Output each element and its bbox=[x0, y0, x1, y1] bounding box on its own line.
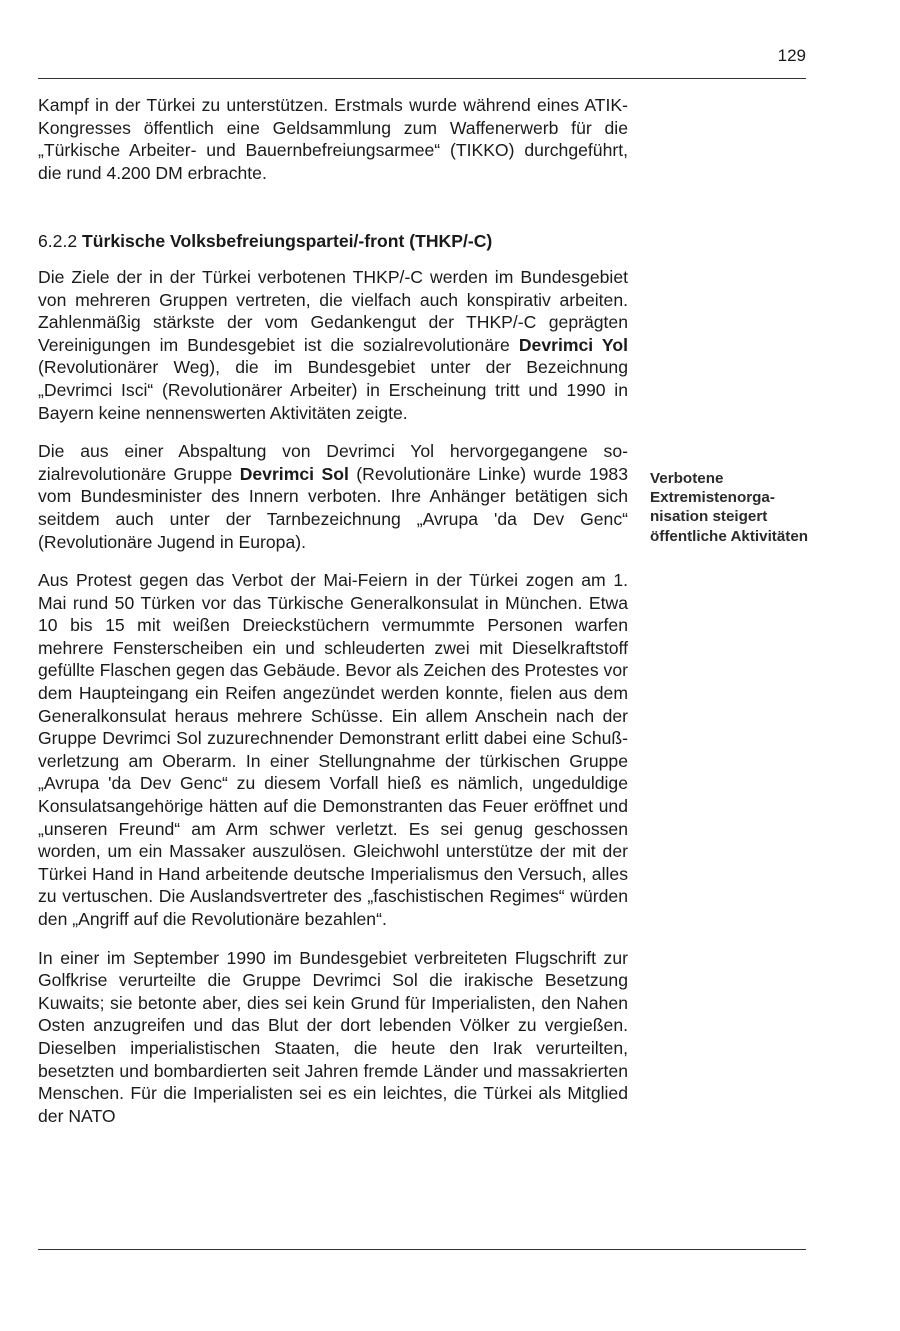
org-name-devrimci-yol: Devrimci Yol bbox=[518, 334, 628, 355]
paragraph-thkp-c bbox=[38, 266, 628, 424]
header-rule bbox=[38, 78, 806, 79]
footer-rule bbox=[38, 1249, 806, 1250]
section-number: 6.2.2 bbox=[38, 231, 78, 252]
section-heading bbox=[38, 230, 628, 253]
margin-note: Verbotene Extremistenorganisation steigert öffentliche Aktivitäten bbox=[650, 470, 809, 545]
main-text-column bbox=[38, 94, 628, 1127]
paragraph-devrimci-sol bbox=[38, 440, 628, 553]
paragraph-protest: Aus Protest gegen das Verbot der Mai-Feiern in der Türkei zogen am 1. Mai rund 50 Türken vor das Türkische Generalkonsulat in München. Etwa 10 bis 15 mit weißen Dreieckstüchern vermummte Personen warfen mehrere Fensterscheiben ein und schleuderten zwei mit Dieselkraftstoff gefüllte Flaschen gegen das Gebäude. Bevor als Zeichen des Protestes vor dem Haupteingang ein Reifen angezündet werden konnte, fielen aus dem Generalkonsulat heraus mehrere Schüsse. Ein allem Anschein nach der Gruppe Devrimci Sol zuzurechnender Demonstrant erlitt dabei eine Schußverletzung am Oberarm. In einer Stellungnahme der türkischen Gruppe „Avrupa 'da Dev Genc“ zu diesem Vorfall hieß es nämlich, ungeduldige Konsulatsangehörige hätten auf die Demonstranten das Feuer eröffnet und „unseren Freund“ am Arm schwer verletzt. Es sei genug geschossen worden, um ein Massaker auszulösen. Gleichwohl unterstütze der mit der Türkei Hand in Hand arbeitende deutsche Imperialismus den Versuch, alles zu vertuschen. Die Auslandsvertreter des „faschistischen Regimes“ würden den „Angriff auf die Revolutionäre bezahlen“. bbox=[38, 570, 628, 929]
paragraph-text: Die aus einer Abspaltung von Devrimci Yol hervorgegangene sozialrevolutionäre Gruppe bbox=[38, 441, 628, 484]
paragraph-text: (Revolutionärer Weg), die im Bundesgebiet unter der Bezeichnung „Devrimci Isci“ (Revolutionärer Arbeiter) in Erscheinung tritt und 1990 in Bayern keine nennenswerten Aktivitäten zeigte. bbox=[38, 357, 628, 423]
paragraph-tikko: Kampf in der Türkei zu unterstützen. Erstmals wurde während eines ATIK-Kongresses öffentlich eine Geldsammlung zum Waffenerwerb für die „Türkische Arbeiter- und Bauernbefreiungsarmee“ (TIKKO) durchgeführt, die rund 4.200 DM erbrachte. bbox=[38, 95, 628, 183]
section-title: Türkische Volksbefreiungspartei/-front (THKP/-C) bbox=[82, 231, 493, 252]
page-number: 129 bbox=[777, 46, 806, 65]
org-name-devrimci-sol: Devrimci Sol bbox=[239, 463, 349, 484]
paragraph-text: (Revolutionäre Linke) wurde 1983 vom Bundesminister des Innern verboten. Ihre Anhänger betätigen sich seitdem auch unter der Tarnbezeichnung „Avrupa 'da Dev Genc“ (Revolutionäre Jugend in Europa). bbox=[38, 463, 628, 552]
paragraph-text: Die Ziele der in der Türkei verbotenen THKP/-C werden im Bundesgebiet von mehreren Gruppen vertreten, die vielfach auch konspirativ arbeiten. Zahlenmäßig stärkste der vom Gedankengut der THKP/-C geprägten Vereinigungen im Bundesgebiet ist die sozialrevolutionäre bbox=[38, 266, 628, 355]
paragraph-golfkrise: In einer im September 1990 im Bundesgebiet verbreiteten Flugschrift zur Golfkrise verurteilte die Gruppe Devrimci Sol die irakische Besetzung Kuwaits; sie betonte aber, dies sei kein Grund für Imperialisten, den Nahen Osten anzugreifen und das Blut der dort lebenden Völker zu vergießen. Dieselben imperialistischen Staaten, die heute den Irak verurteilten, besetzten und bombardierten seit Jahren fremde Länder und massakrierten Menschen. Für die Imperialisten sei es ein leichtes, die Türkei als Mitglied der NATO bbox=[38, 947, 628, 1126]
